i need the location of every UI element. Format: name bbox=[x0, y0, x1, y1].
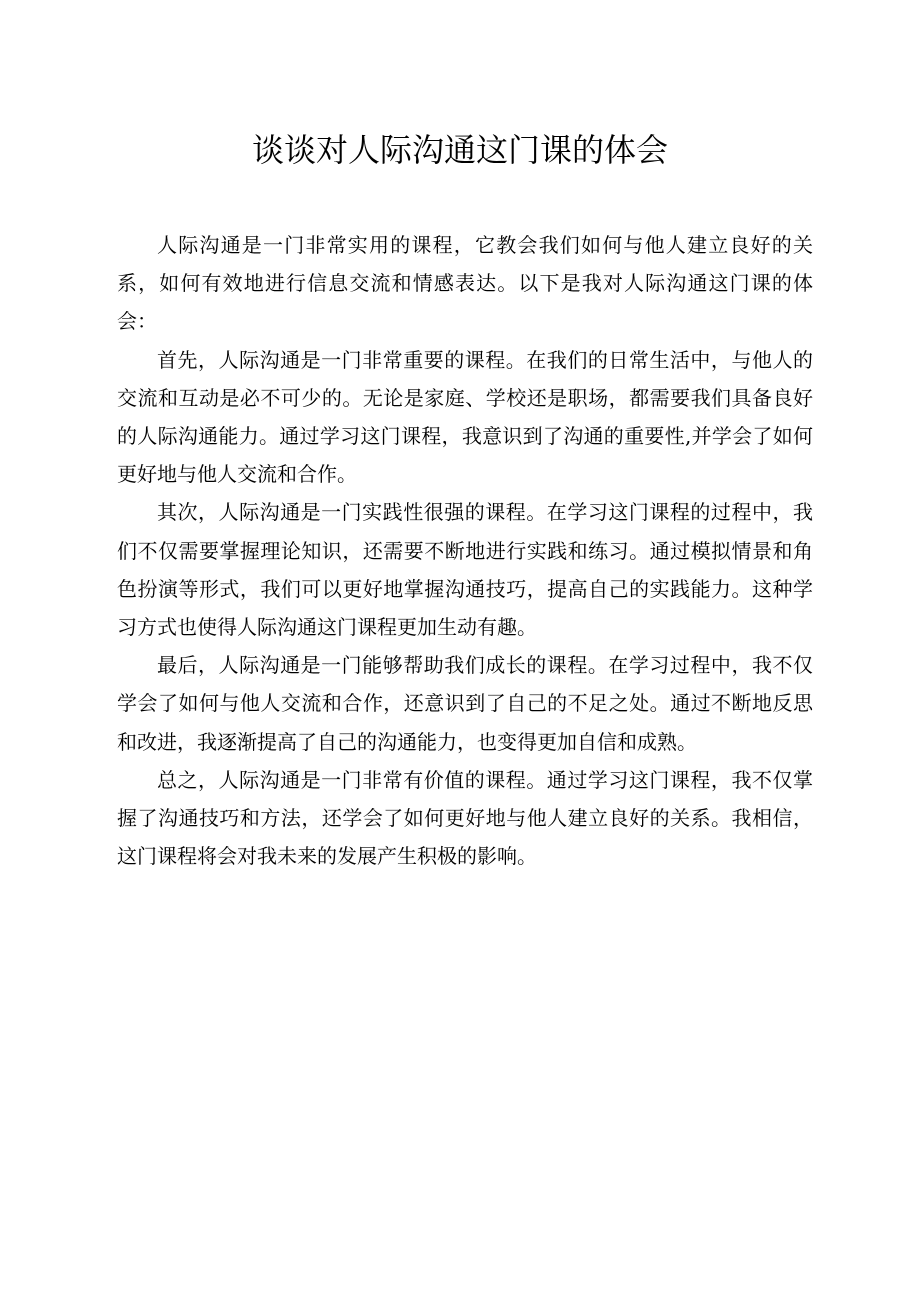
paragraph-first: 首先，人际沟通是一门非常重要的课程。在我们的日常生活中，与他人的交流和互动是必不可少的。无论是家庭、学校还是职场，都需要我们具备良好的人际沟通能力。通过学习这门课程，我意识到了沟通的重要性,并学会了如何更好地与他人交流和合作。 bbox=[117, 347, 813, 487]
document-body bbox=[117, 226, 813, 875]
document-title: 谈谈对人际沟通这门课的体会 bbox=[251, 131, 668, 169]
paragraph-second: 其次，人际沟通是一门实践性很强的课程。在学习这门课程的过程中，我们不仅需要掌握理论知识，还需要不断地进行实践和练习。通过模拟情景和角色扮演等形式，我们可以更好地掌握沟通技巧，提高自己的实践能力。这种学习方式也使得人际沟通这门课程更加生动有趣。 bbox=[117, 500, 813, 640]
paragraph-intro: 人际沟通是一门非常实用的课程，它教会我们如何与他人建立良好的关系，如何有效地进行信息交流和情感表达。以下是我对人际沟通这门课的体会： bbox=[117, 233, 813, 334]
paragraph-last: 最后，人际沟通是一门能够帮助我们成长的课程。在学习过程中，我不仅学会了如何与他人交流和合作，还意识到了自己的不足之处。通过不断地反思和改进，我逐渐提高了自己的沟通能力，也变得更加自信和成熟。 bbox=[117, 653, 813, 754]
paragraph-conclusion: 总之，人际沟通是一门非常有价值的课程。通过学习这门课程，我不仅掌握了沟通技巧和方法，还学会了如何更好地与他人建立良好的关系。我相信，这门课程将会对我未来的发展产生积极的影响。 bbox=[117, 767, 813, 869]
